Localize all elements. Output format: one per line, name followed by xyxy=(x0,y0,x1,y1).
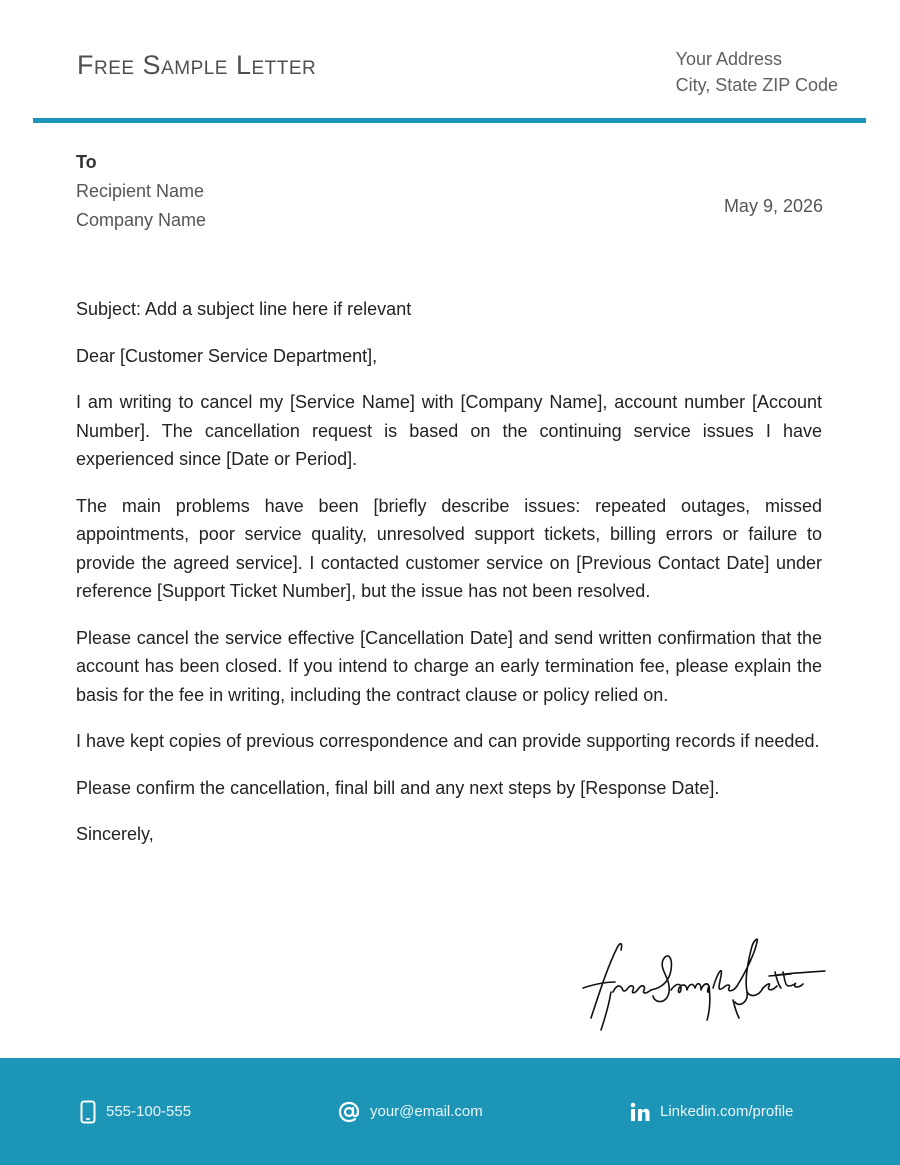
email-address[interactable]: your@email.com xyxy=(370,1103,483,1120)
letter-body xyxy=(76,295,822,867)
body-paragraph: I am writing to cancel my [Service Name] with [Company Name], account number [Account Number]. The cancellation request is based on the continuing service issues I have experienced since [Date or Period]. xyxy=(76,392,822,469)
contact-phone xyxy=(80,1058,191,1165)
body-paragraph: Please cancel the service effective [Cancellation Date] and send written confirmation that the account has been closed. If you intend to charge an early termination fee, please explain the basis for the fee in writing, including the contract clause or policy relied on. xyxy=(76,627,822,705)
handwritten-signature xyxy=(577,930,829,1034)
address-line-2: City, State ZIP Code xyxy=(675,75,838,95)
closing: Sincerely, xyxy=(76,824,154,844)
phone-icon xyxy=(80,1100,96,1124)
body-paragraph: Please confirm the cancellation, final bill and any next steps by [Response Date]. xyxy=(76,777,720,798)
linkedin-icon xyxy=(630,1102,650,1122)
recipient-name: Recipient Name xyxy=(76,181,205,201)
phone-number[interactable]: 555-100-555 xyxy=(106,1103,192,1120)
contact-linkedin xyxy=(630,1058,793,1165)
linkedin-url[interactable]: Linkedin.com/profile xyxy=(660,1103,794,1120)
sender-address xyxy=(676,46,838,98)
body-paragraph: The main problems have been [briefly describe issues: repeated outages, missed appointments, poor service quality, unresolved support tickets, billing errors or failure to provide the agreed service]. I contacted customer service on [Previous Contact Date] under reference [Support Ticket Number], but the issue has not been resolved. xyxy=(76,495,822,601)
header-divider xyxy=(33,118,866,123)
contact-email xyxy=(338,1058,483,1165)
recipient-company: Company Name xyxy=(76,210,207,230)
page-title: Free Sample Letter xyxy=(77,50,317,80)
body-paragraph: I have kept copies of previous correspondence and can provide supporting records if needed. xyxy=(76,731,820,751)
recipient-block xyxy=(76,148,206,235)
letter-date: May 9, 2026 xyxy=(723,196,823,216)
address-line-1: Your Address xyxy=(675,49,783,69)
to-label: To xyxy=(76,152,97,172)
subject-line: Subject: Add a subject line here if relevant xyxy=(76,299,412,319)
salutation: Dear [Customer Service Department], xyxy=(76,345,378,366)
at-sign-icon xyxy=(338,1101,360,1123)
footer-bar xyxy=(0,1058,900,1165)
